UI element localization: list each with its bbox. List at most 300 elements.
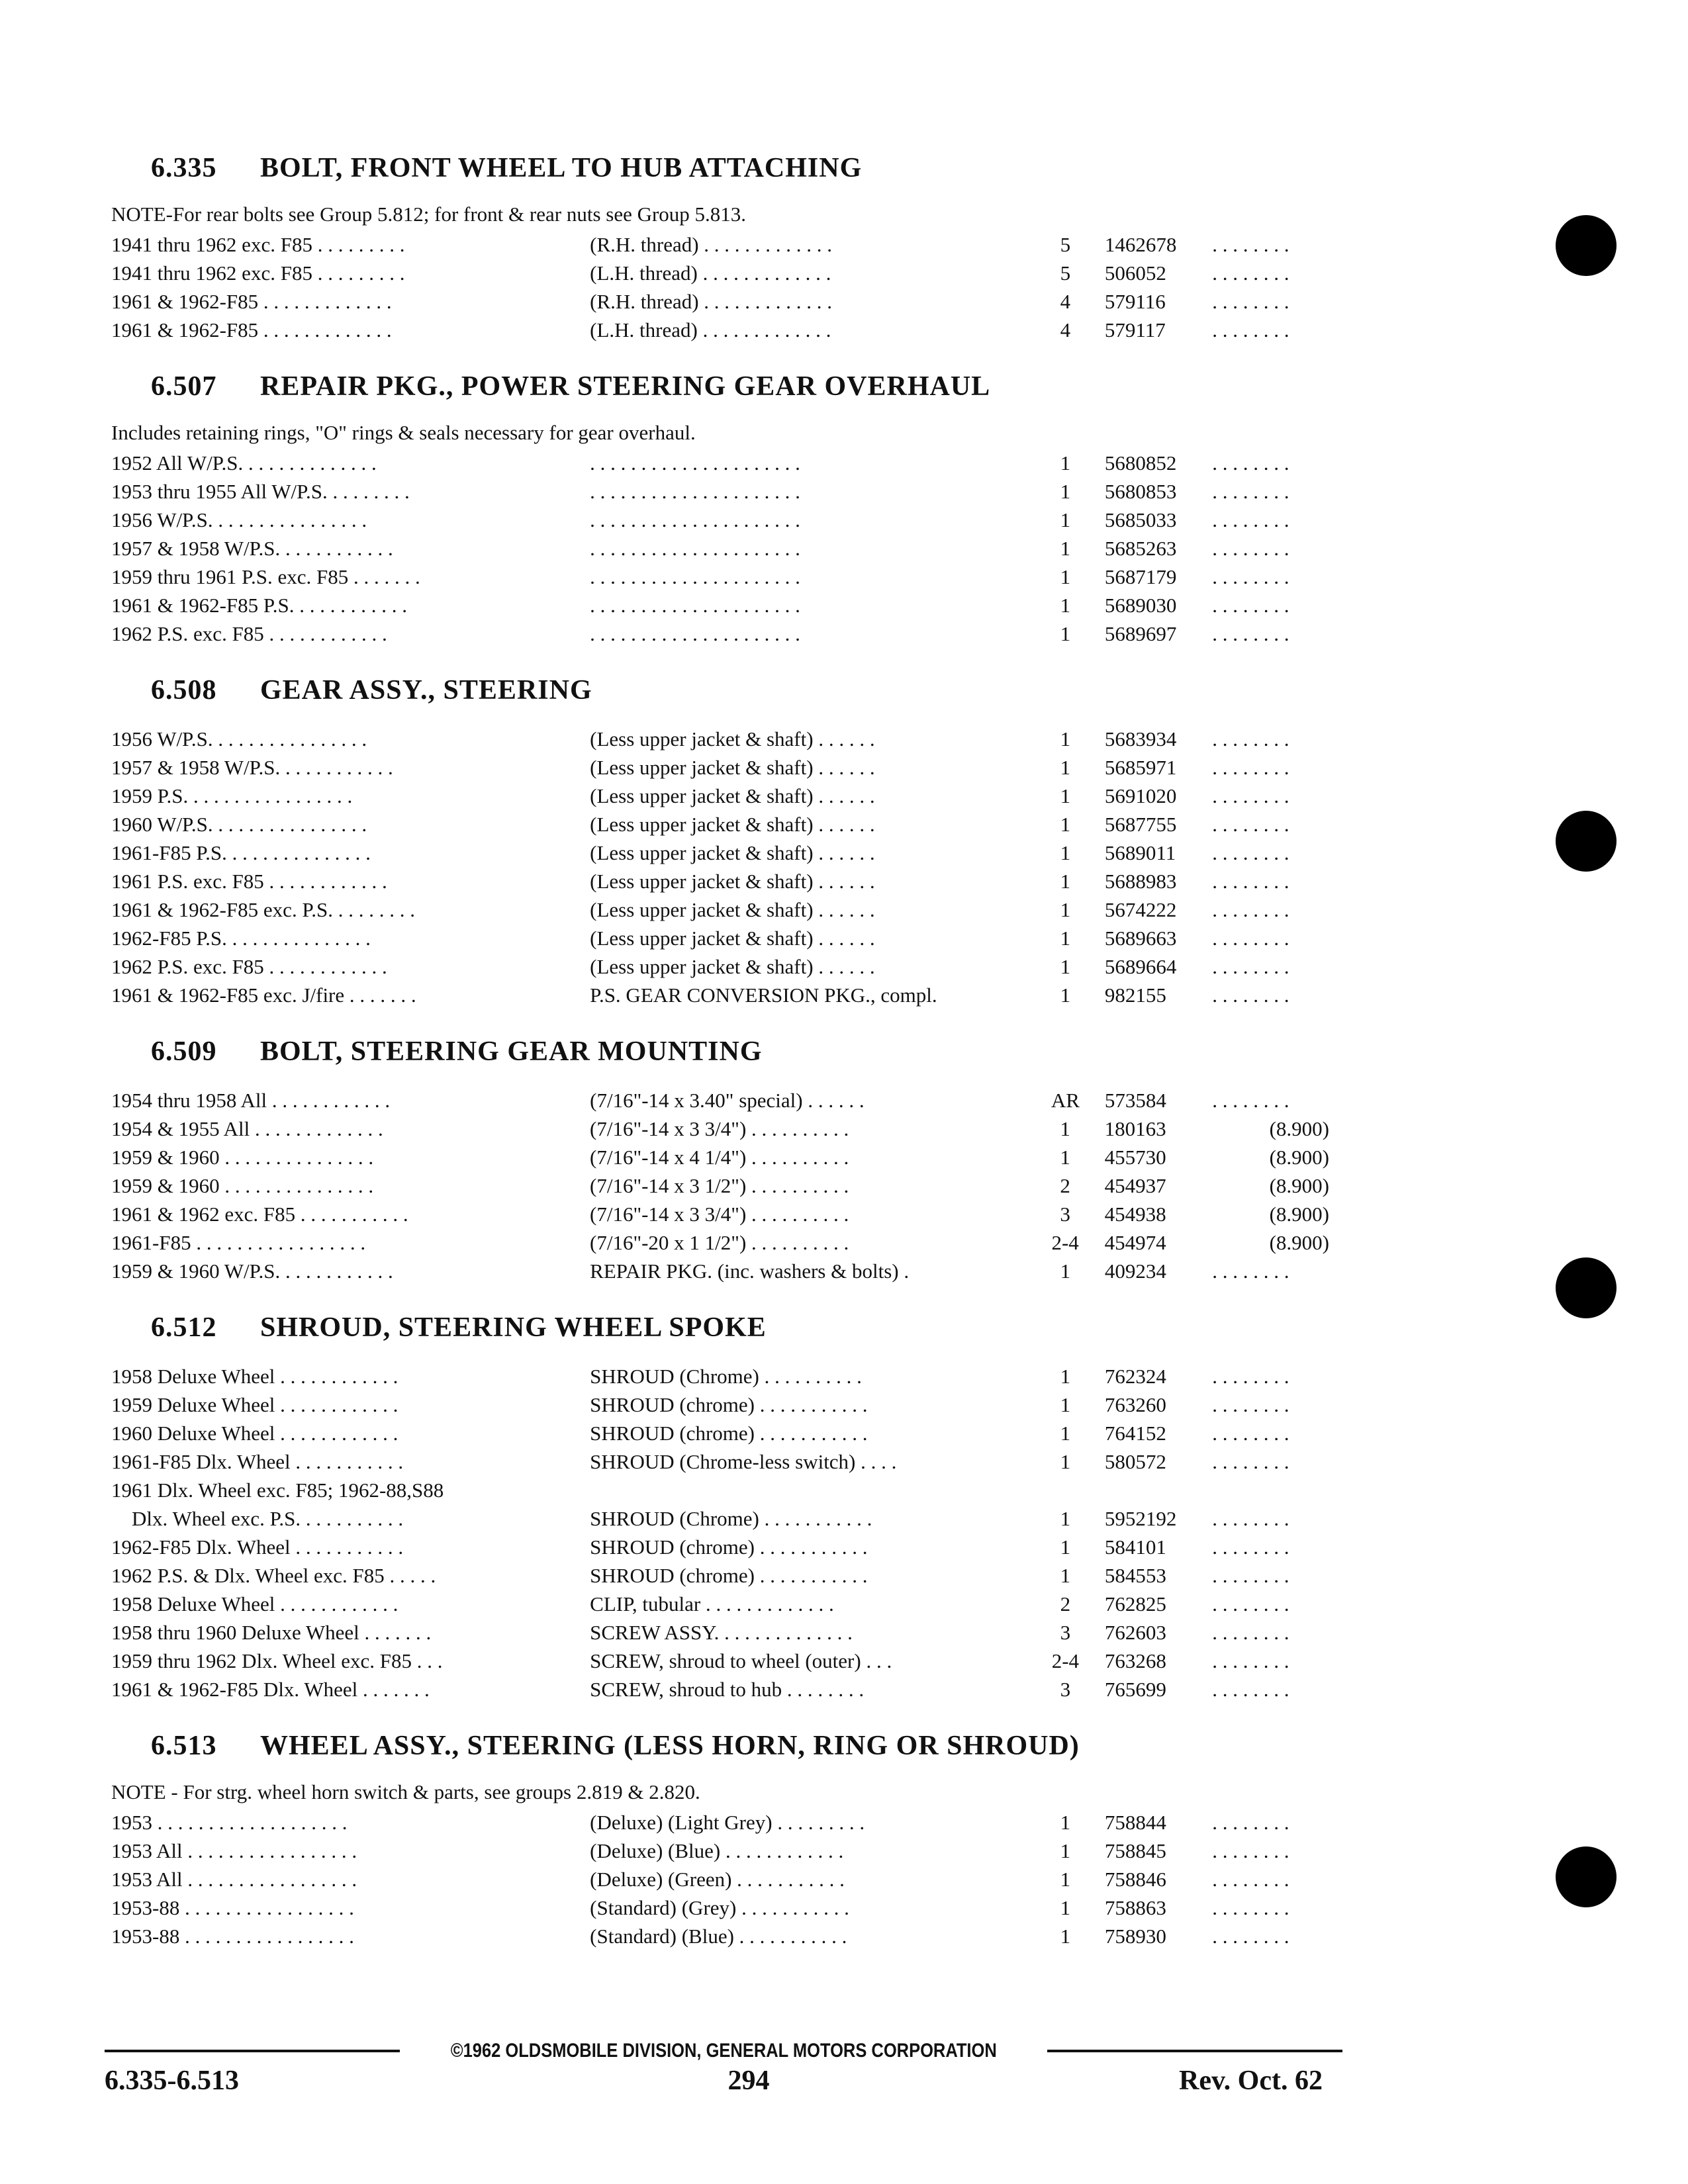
punch-hole [1556, 1846, 1617, 1907]
part-number-cell: 5689663 [1104, 927, 1177, 950]
quantity-cell: 2-4 [1051, 1231, 1079, 1254]
parts-row [111, 924, 1342, 952]
parts-row [111, 1419, 1342, 1447]
reference-cell: . . . . . . . . [1212, 318, 1289, 341]
reference-cell: . . . . . . . . [1212, 1592, 1289, 1615]
part-number-cell: 5680852 [1104, 451, 1177, 475]
model-cell: 1959 & 1960 W/P.S. . . . . . . . . . . . [111, 1259, 393, 1283]
model-cell: 1961 & 1962-F85 P.S. . . . . . . . . . . . [111, 594, 407, 617]
model-cell: 1954 thru 1958 All . . . . . . . . . . . . [111, 1089, 391, 1112]
quantity-cell: 1 [1060, 480, 1071, 503]
model-cell: 1962-F85 P.S. . . . . . . . . . . . . . . [111, 927, 371, 950]
reference-cell: . . . . . . . . [1212, 983, 1289, 1007]
parts-list [111, 725, 1342, 1009]
description-cell: SCREW, shroud to hub . . . . . . . . [590, 1678, 865, 1701]
quantity-cell: 1 [1060, 756, 1071, 779]
description-cell: (Less upper jacket & shaft) . . . . . . [590, 727, 875, 751]
model-cell: 1961 & 1962-F85 Dlx. Wheel . . . . . . . [111, 1678, 430, 1701]
section-number: 6.508 [151, 675, 217, 705]
quantity-cell: 1 [1060, 1146, 1070, 1169]
model-cell: 1961-F85 Dlx. Wheel . . . . . . . . . . . [111, 1450, 404, 1473]
part-number-cell: 5687179 [1104, 565, 1177, 588]
quantity-cell: 1 [1060, 813, 1071, 836]
part-number-cell: 982155 [1104, 983, 1166, 1007]
reference-cell: . . . . . . . . [1212, 233, 1289, 256]
part-number-cell: 5674222 [1104, 898, 1177, 921]
part-number-cell: 758845 [1104, 1839, 1166, 1862]
reference-cell: . . . . . . . . [1212, 1925, 1289, 1948]
part-number-cell: 455730 [1104, 1146, 1166, 1169]
footer-rule [105, 2040, 1342, 2062]
parts-row [111, 619, 1342, 648]
quantity-cell: 1 [1060, 1365, 1071, 1388]
model-cell: 1958 Deluxe Wheel . . . . . . . . . . . . [111, 1365, 399, 1388]
model-cell: 1953 thru 1955 All W/P.S. . . . . . . . . [111, 480, 410, 503]
description-cell: SHROUD (chrome) . . . . . . . . . . . [590, 1422, 868, 1445]
model-cell: 1953 All . . . . . . . . . . . . . . . . . [111, 1839, 357, 1862]
part-number-cell: 758846 [1104, 1868, 1166, 1891]
reference-cell: . . . . . . . . [1212, 1259, 1289, 1283]
parts-row [111, 981, 1342, 1009]
parts-row [111, 1228, 1342, 1257]
part-number-cell: 5685033 [1104, 508, 1177, 531]
description-cell: (Standard) (Grey) . . . . . . . . . . . [590, 1896, 849, 1919]
quantity-cell: 1 [1060, 1925, 1071, 1948]
parts-row [111, 1362, 1342, 1390]
model-cell: 1953-88 . . . . . . . . . . . . . . . . . [111, 1925, 354, 1948]
description-cell: . . . . . . . . . . . . . . . . . . . . . [590, 451, 800, 475]
reference-cell: . . . . . . . . [1212, 1811, 1289, 1834]
model-cell: 1959 thru 1962 Dlx. Wheel exc. F85 . . . [111, 1649, 443, 1672]
quantity-cell: 3 [1060, 1621, 1071, 1644]
model-cell: 1961 & 1962-F85 . . . . . . . . . . . . . [111, 290, 392, 313]
description-cell: (Less upper jacket & shaft) . . . . . . [590, 784, 875, 807]
reference-cell: . . . . . . . . [1212, 480, 1289, 503]
quantity-cell: 1 [1060, 1535, 1071, 1559]
parts-row [111, 287, 1342, 316]
description-cell: (7/16"-14 x 3 3/4") . . . . . . . . . . [590, 1117, 849, 1140]
section-number: 6.513 [151, 1731, 217, 1761]
reference-cell: (8.900) [1269, 1146, 1329, 1169]
model-cell: 1962-F85 Dlx. Wheel . . . . . . . . . . . [111, 1535, 404, 1559]
model-cell: 1961 & 1962-F85 . . . . . . . . . . . . . [111, 318, 392, 341]
description-cell: (7/16"-20 x 1 1/2") . . . . . . . . . . [590, 1231, 849, 1254]
quantity-cell: 2-4 [1051, 1649, 1080, 1672]
parts-row [111, 1504, 1342, 1533]
reference-cell: . . . . . . . . [1212, 1450, 1289, 1473]
parts-row [111, 1922, 1342, 1950]
section-title: GEAR ASSY., STEERING [260, 675, 592, 705]
section-number: 6.335 [151, 153, 217, 183]
description-cell: . . . . . . . . . . . . . . . . . . . . . [590, 565, 800, 588]
description-cell: (7/16"-14 x 3 3/4") . . . . . . . . . . [590, 1203, 849, 1226]
parts-row [111, 477, 1342, 506]
parts-row [111, 782, 1342, 810]
part-number-cell: 5680853 [1104, 480, 1177, 503]
part-number-cell: 5691020 [1104, 784, 1177, 807]
reference-cell: . . . . . . . . [1212, 756, 1289, 779]
model-cell: 1961 & 1962-F85 exc. J/fire . . . . . . . [111, 983, 416, 1007]
parts-list [111, 1808, 1342, 1950]
model-cell: 1961 P.S. exc. F85 . . . . . . . . . . . . [111, 870, 387, 893]
reference-cell: . . . . . . . . [1212, 1535, 1289, 1559]
parts-row [111, 1171, 1342, 1200]
part-number-cell: 454937 [1104, 1174, 1166, 1197]
model-cell: 1960 Deluxe Wheel . . . . . . . . . . . . [111, 1422, 399, 1445]
reference-cell: . . . . . . . . [1212, 1621, 1289, 1644]
part-number-cell: 579116 [1104, 290, 1166, 313]
model-cell: 1957 & 1958 W/P.S. . . . . . . . . . . . [111, 756, 393, 779]
quantity-cell: 1 [1060, 870, 1071, 893]
description-cell: SCREW ASSY. . . . . . . . . . . . . . [590, 1621, 853, 1644]
parts-row [111, 1476, 1342, 1504]
quantity-cell: 1 [1060, 622, 1071, 645]
description-cell: REPAIR PKG. (inc. washers & bolts) . [590, 1259, 910, 1283]
part-number-cell: 5685263 [1104, 537, 1177, 560]
description-cell: (Less upper jacket & shaft) . . . . . . [590, 813, 875, 836]
part-number-cell: 5689697 [1104, 622, 1177, 645]
section-heading [111, 1312, 1342, 1343]
copyright-notice: ©1962 OLDSMOBILE DIVISION, GENERAL MOTORS CORPORATION [450, 2040, 997, 2062]
parts-row [111, 1618, 1342, 1647]
parts-row [111, 867, 1342, 895]
reference-cell: . . . . . . . . [1212, 290, 1289, 313]
page-number: 294 [727, 2066, 770, 2096]
part-number-cell: 5689011 [1104, 841, 1176, 864]
quantity-cell: 2 [1060, 1592, 1071, 1615]
revision-date: Rev. Oct. 62 [1179, 2066, 1323, 2096]
description-cell: (Standard) (Blue) . . . . . . . . . . . [590, 1925, 847, 1948]
section-heading [111, 1730, 1342, 1762]
reference-cell: . . . . . . . . [1212, 565, 1289, 588]
description-cell: . . . . . . . . . . . . . . . . . . . . . [590, 594, 800, 617]
quantity-cell: 4 [1060, 318, 1071, 341]
description-cell: (L.H. thread) . . . . . . . . . . . . . [590, 261, 831, 285]
parts-row [111, 1893, 1342, 1922]
description-cell: (Less upper jacket & shaft) . . . . . . [590, 870, 875, 893]
parts-catalog-page [111, 152, 1342, 1977]
quantity-cell: 1 [1060, 1117, 1070, 1140]
parts-row [111, 534, 1342, 563]
quantity-cell: 1 [1060, 927, 1071, 950]
part-number-cell: 5688983 [1104, 870, 1177, 893]
reference-cell: . . . . . . . . [1212, 927, 1289, 950]
description-cell: SHROUD (chrome) . . . . . . . . . . . [590, 1535, 868, 1559]
quantity-cell: 2 [1060, 1174, 1070, 1197]
reference-cell: . . . . . . . . [1212, 1089, 1289, 1112]
parts-row [111, 839, 1342, 867]
quantity-cell: 1 [1060, 784, 1071, 807]
reference-cell: (8.900) [1269, 1117, 1329, 1140]
description-cell: . . . . . . . . . . . . . . . . . . . . . [590, 537, 800, 560]
part-number-cell: 764152 [1104, 1422, 1166, 1445]
description-cell: (R.H. thread) . . . . . . . . . . . . . [590, 233, 833, 256]
model-cell: 1959 Deluxe Wheel . . . . . . . . . . . . [111, 1393, 399, 1416]
description-cell: SHROUD (Chrome-less switch) . . . . [590, 1450, 897, 1473]
parts-row [111, 1143, 1342, 1171]
description-cell: SCREW, shroud to wheel (outer) . . . [590, 1649, 892, 1672]
section-number: 6.512 [151, 1312, 217, 1343]
parts-row [111, 591, 1342, 619]
parts-row [111, 952, 1342, 981]
parts-row [111, 1647, 1342, 1675]
reference-cell: . . . . . . . . [1212, 841, 1289, 864]
model-cell: 1959 & 1960 . . . . . . . . . . . . . . . [111, 1146, 374, 1169]
section-title: WHEEL ASSY., STEERING (LESS HORN, RING OR SHROUD) [260, 1731, 1080, 1761]
model-cell: 1959 P.S. . . . . . . . . . . . . . . . . [111, 784, 353, 807]
section-heading [111, 371, 1342, 402]
description-cell: (Less upper jacket & shaft) . . . . . . [590, 927, 875, 950]
part-number-cell: 5689664 [1104, 955, 1177, 978]
part-number-cell: 763268 [1104, 1649, 1166, 1672]
description-cell: SHROUD (chrome) . . . . . . . . . . . [590, 1564, 868, 1587]
parts-row [111, 1115, 1342, 1143]
quantity-cell: 1 [1060, 594, 1071, 617]
section-heading [111, 152, 1342, 184]
parts-row [111, 1865, 1342, 1893]
quantity-cell: 1 [1060, 1896, 1071, 1919]
description-cell: (L.H. thread) . . . . . . . . . . . . . [590, 318, 831, 341]
quantity-cell: 1 [1060, 1259, 1071, 1283]
parts-row [111, 316, 1342, 344]
section-6-508 [111, 674, 1342, 1009]
reference-cell: . . . . . . . . [1212, 955, 1289, 978]
section-note: NOTE-For rear bolts see Group 5.812; for front & rear nuts see Group 5.813. [111, 203, 747, 226]
part-number-cell: 180163 [1104, 1117, 1166, 1140]
section-number: 6.507 [151, 371, 217, 402]
description-cell: CLIP, tubular . . . . . . . . . . . . . [590, 1592, 834, 1615]
quantity-cell: 1 [1060, 1811, 1071, 1834]
description-cell: (Less upper jacket & shaft) . . . . . . [590, 756, 875, 779]
parts-row [111, 563, 1342, 591]
model-cell: 1962 P.S. & Dlx. Wheel exc. F85 . . . . . [111, 1564, 436, 1587]
parts-row [111, 725, 1342, 753]
quantity-cell: 1 [1060, 1507, 1071, 1530]
model-cell: 1959 thru 1961 P.S. exc. F85 . . . . . . . [111, 565, 420, 588]
parts-row [111, 1561, 1342, 1590]
reference-cell: . . . . . . . . [1212, 1649, 1289, 1672]
section-6-507 [111, 371, 1342, 648]
parts-row [111, 1390, 1342, 1419]
reference-cell: . . . . . . . . [1212, 537, 1289, 560]
model-cell: 1959 & 1960 . . . . . . . . . . . . . . . [111, 1174, 374, 1197]
reference-cell: (8.900) [1269, 1203, 1329, 1226]
parts-row [111, 506, 1342, 534]
description-cell: (7/16"-14 x 3.40" special) . . . . . . [590, 1089, 865, 1112]
quantity-cell: 1 [1060, 1564, 1071, 1587]
model-cell: 1957 & 1958 W/P.S. . . . . . . . . . . . [111, 537, 393, 560]
model-cell: 1956 W/P.S. . . . . . . . . . . . . . . . [111, 727, 367, 751]
model-cell: 1953 . . . . . . . . . . . . . . . . . . . [111, 1811, 348, 1834]
section-6-513 [111, 1730, 1342, 1950]
group-range: 6.335-6.513 [105, 2066, 239, 2096]
reference-cell: . . . . . . . . [1212, 622, 1289, 645]
parts-row [111, 259, 1342, 287]
parts-row [111, 449, 1342, 477]
description-cell: SHROUD (Chrome) . . . . . . . . . . [590, 1365, 862, 1388]
quantity-cell: 5 [1060, 233, 1071, 256]
section-6-512 [111, 1312, 1342, 1704]
model-cell: 1958 Deluxe Wheel . . . . . . . . . . . . [111, 1592, 399, 1615]
description-cell: (Less upper jacket & shaft) . . . . . . [590, 955, 875, 978]
section-title: REPAIR PKG., POWER STEERING GEAR OVERHAUL [260, 371, 991, 402]
parts-row [111, 753, 1342, 782]
quantity-cell: 5 [1060, 261, 1071, 285]
quantity-cell: 1 [1060, 1868, 1071, 1891]
reference-cell: (8.900) [1269, 1174, 1329, 1197]
description-cell: (R.H. thread) . . . . . . . . . . . . . [590, 290, 833, 313]
part-number-cell: 454938 [1104, 1203, 1166, 1226]
quantity-cell: 1 [1060, 955, 1071, 978]
reference-cell: . . . . . . . . [1212, 1393, 1289, 1416]
quantity-cell: 4 [1060, 290, 1071, 313]
quantity-cell: 1 [1060, 537, 1071, 560]
model-cell: 1962 P.S. exc. F85 . . . . . . . . . . . . [111, 955, 387, 978]
reference-cell: . . . . . . . . [1212, 1896, 1289, 1919]
model-cell: 1958 thru 1960 Deluxe Wheel . . . . . . . [111, 1621, 432, 1644]
quantity-cell: 1 [1060, 1393, 1071, 1416]
parts-list [111, 1086, 1342, 1285]
parts-row [111, 1200, 1342, 1228]
description-cell: (Deluxe) (Light Grey) . . . . . . . . . [590, 1811, 865, 1834]
punch-hole [1556, 215, 1617, 276]
model-cell: 1941 thru 1962 exc. F85 . . . . . . . . . [111, 261, 405, 285]
part-number-cell: 454974 [1104, 1231, 1166, 1254]
model-cell: 1961 Dlx. Wheel exc. F85; 1962-88,S88 [111, 1479, 444, 1502]
reference-cell: . . . . . . . . [1212, 1365, 1289, 1388]
part-number-cell: 762603 [1104, 1621, 1166, 1644]
model-cell: 1953 All . . . . . . . . . . . . . . . . . [111, 1868, 357, 1891]
reference-cell: . . . . . . . . [1212, 898, 1289, 921]
reference-cell: . . . . . . . . [1212, 1839, 1289, 1862]
part-number-cell: 762825 [1104, 1592, 1166, 1615]
reference-cell: . . . . . . . . [1212, 1564, 1289, 1587]
section-6-335 [111, 152, 1342, 344]
reference-cell: . . . . . . . . [1212, 508, 1289, 531]
section-number: 6.509 [151, 1036, 217, 1067]
description-cell: (Less upper jacket & shaft) . . . . . . [590, 841, 875, 864]
parts-list [111, 230, 1342, 344]
reference-cell: . . . . . . . . [1212, 451, 1289, 475]
part-number-cell: 5683934 [1104, 727, 1177, 751]
description-cell: (Deluxe) (Blue) . . . . . . . . . . . . [590, 1839, 844, 1862]
quantity-cell: 3 [1060, 1678, 1071, 1701]
part-number-cell: 762324 [1104, 1365, 1166, 1388]
section-note: Includes retaining rings, "O" rings & seals necessary for gear overhaul. [111, 421, 696, 444]
reference-cell: . . . . . . . . [1212, 1422, 1289, 1445]
description-cell: (7/16"-14 x 3 1/2") . . . . . . . . . . [590, 1174, 849, 1197]
section-title: BOLT, STEERING GEAR MOUNTING [260, 1036, 763, 1067]
quantity-cell: 1 [1060, 727, 1071, 751]
model-cell: 1953-88 . . . . . . . . . . . . . . . . . [111, 1896, 354, 1919]
parts-row [111, 895, 1342, 924]
part-number-cell: 584101 [1104, 1535, 1166, 1559]
quantity-cell: 1 [1060, 508, 1071, 531]
reference-cell: . . . . . . . . [1212, 261, 1289, 285]
reference-cell: . . . . . . . . [1212, 784, 1289, 807]
reference-cell: . . . . . . . . [1212, 1678, 1289, 1701]
model-cell: 1941 thru 1962 exc. F85 . . . . . . . . . [111, 233, 405, 256]
model-cell: 1962 P.S. exc. F85 . . . . . . . . . . . . [111, 622, 387, 645]
quantity-cell: AR [1051, 1089, 1080, 1112]
reference-cell: . . . . . . . . [1212, 727, 1289, 751]
parts-row [111, 1257, 1342, 1285]
section-title: SHROUD, STEERING WHEEL SPOKE [260, 1312, 767, 1343]
model-cell: 1960 W/P.S. . . . . . . . . . . . . . . . [111, 813, 367, 836]
reference-cell: . . . . . . . . [1212, 1868, 1289, 1891]
parts-row [111, 230, 1342, 259]
quantity-cell: 1 [1060, 841, 1071, 864]
parts-row [111, 1808, 1342, 1837]
section-heading [111, 674, 1342, 706]
model-cell: 1952 All W/P.S. . . . . . . . . . . . . . [111, 451, 377, 475]
model-cell: 1961-F85 . . . . . . . . . . . . . . . . . [111, 1231, 366, 1254]
reference-cell: (8.900) [1269, 1231, 1329, 1254]
section-note: NOTE - For strg. wheel horn switch & parts, see groups 2.819 & 2.820. [111, 1780, 700, 1803]
punch-hole [1556, 811, 1617, 872]
model-cell: 1961 & 1962 exc. F85 . . . . . . . . . . . [111, 1203, 408, 1226]
description-cell: P.S. GEAR CONVERSION PKG., compl. [590, 983, 937, 1007]
part-number-cell: 758930 [1104, 1925, 1166, 1948]
parts-list [111, 449, 1342, 648]
parts-row [111, 810, 1342, 839]
parts-row [111, 1675, 1342, 1704]
description-cell: . . . . . . . . . . . . . . . . . . . . . [590, 508, 800, 531]
model-cell: 1954 & 1955 All . . . . . . . . . . . . . [111, 1117, 383, 1140]
part-number-cell: 584553 [1104, 1564, 1166, 1587]
part-number-cell: 573584 [1104, 1089, 1166, 1112]
part-number-cell: 763260 [1104, 1393, 1166, 1416]
quantity-cell: 1 [1060, 565, 1071, 588]
reference-cell: . . . . . . . . [1212, 1507, 1289, 1530]
description-cell: (Deluxe) (Green) . . . . . . . . . . . [590, 1868, 845, 1891]
quantity-cell: 3 [1060, 1203, 1070, 1226]
parts-row [111, 1590, 1342, 1618]
part-number-cell: 1462678 [1104, 233, 1177, 256]
section-heading [111, 1036, 1342, 1068]
description-cell: SHROUD (Chrome) . . . . . . . . . . . [590, 1507, 872, 1530]
reference-cell: . . . . . . . . [1212, 594, 1289, 617]
model-cell: 1956 W/P.S. . . . . . . . . . . . . . . . [111, 508, 367, 531]
part-number-cell: 765699 [1104, 1678, 1166, 1701]
parts-row [111, 1447, 1342, 1476]
description-cell: . . . . . . . . . . . . . . . . . . . . . [590, 480, 800, 503]
page-footer [105, 2065, 1323, 2097]
parts-row [111, 1837, 1342, 1865]
part-number-cell: 409234 [1104, 1259, 1166, 1283]
reference-cell: . . . . . . . . [1212, 870, 1289, 893]
model-cell: 1961-F85 P.S. . . . . . . . . . . . . . . [111, 841, 371, 864]
part-number-cell: 5689030 [1104, 594, 1177, 617]
part-number-cell: 5685971 [1104, 756, 1177, 779]
reference-cell: . . . . . . . . [1212, 813, 1289, 836]
description-cell: . . . . . . . . . . . . . . . . . . . . . [590, 622, 800, 645]
part-number-cell: 758863 [1104, 1896, 1166, 1919]
part-number-cell: 506052 [1104, 261, 1166, 285]
description-cell: (Less upper jacket & shaft) . . . . . . [590, 898, 875, 921]
model-cell: 1961 & 1962-F85 exc. P.S. . . . . . . . . [111, 898, 415, 921]
part-number-cell: 5952192 [1104, 1507, 1177, 1530]
parts-list [111, 1362, 1342, 1704]
part-number-cell: 5687755 [1104, 813, 1177, 836]
quantity-cell: 1 [1060, 1839, 1071, 1862]
quantity-cell: 1 [1060, 1422, 1071, 1445]
quantity-cell: 1 [1060, 451, 1071, 475]
quantity-cell: 1 [1060, 1450, 1071, 1473]
part-number-cell: 758844 [1104, 1811, 1166, 1834]
section-title: BOLT, FRONT WHEEL TO HUB ATTACHING [260, 153, 863, 183]
model-cell: Dlx. Wheel exc. P.S. . . . . . . . . . . [111, 1507, 404, 1530]
